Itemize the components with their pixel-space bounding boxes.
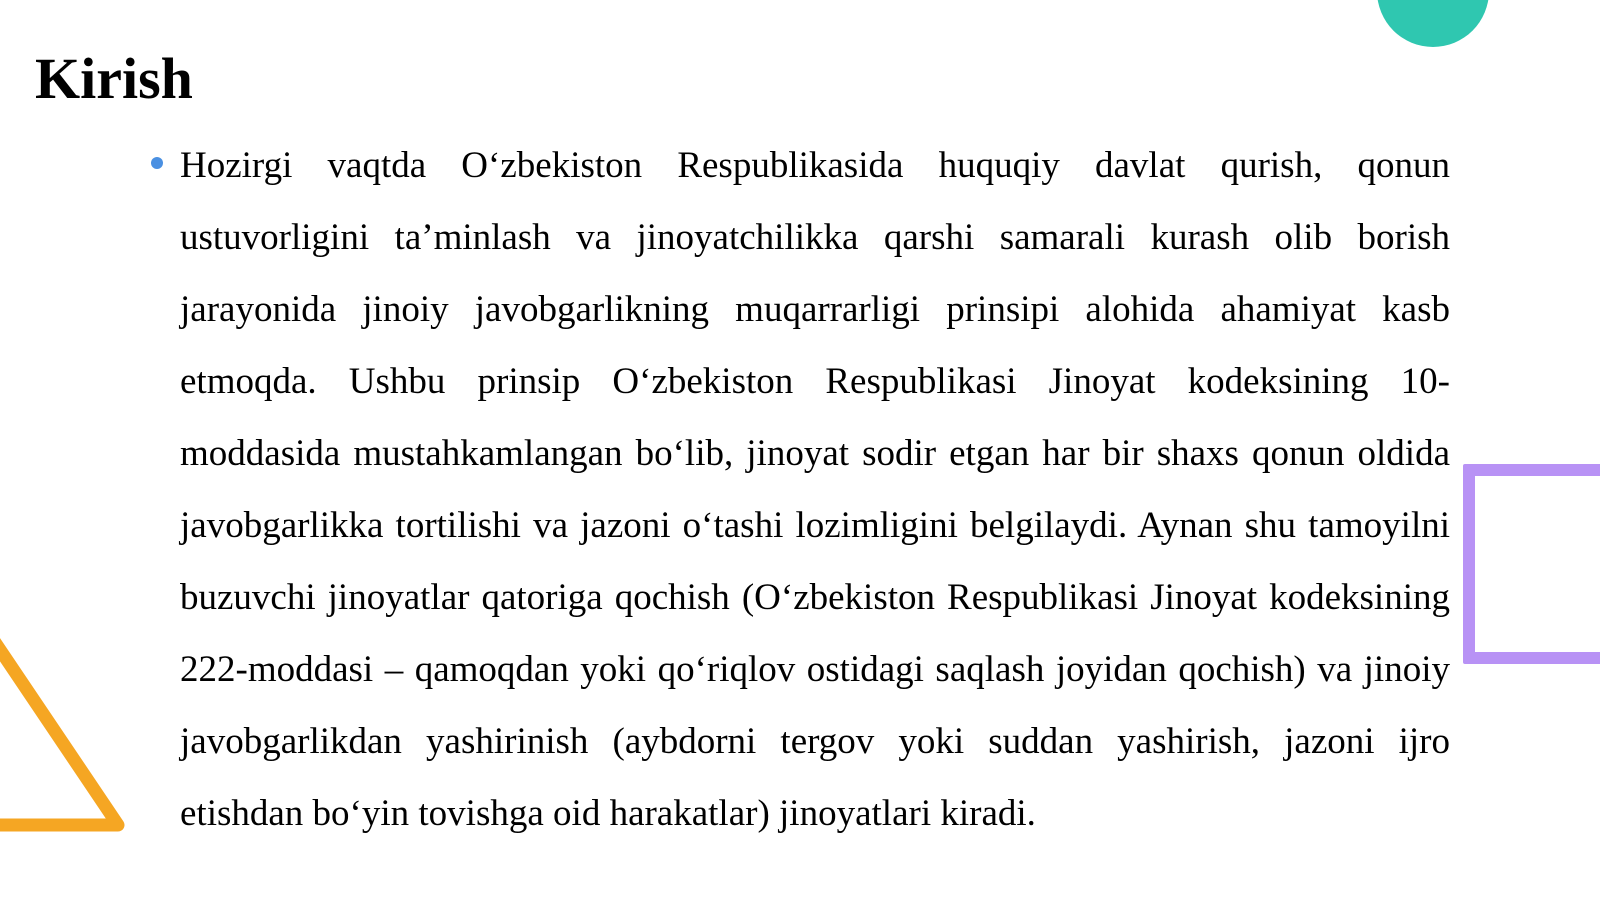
bullet-paragraph: Hozirgi vaqtda O‘zbekiston Respublikasida huquqiy davlat qurish, qonun ustuvorligini ta’minlash va jinoyatchilikka qarshi samarali kurash olib borish jarayonida jinoiy javobgarlikning muqarrarligi prinsipi alohida ahamiyat kasb etmoqda. Ushbu prinsip O‘zbekiston Respublikasi Jinoyat kodeksining 10-moddasida mustahkamlangan bo‘lib, jinoyat sodir etgan har bir shaxs qonun oldida javobgarlikka tortilishi va jazoni o‘tashi lozimligini belgilaydi. Aynan shu tamoyilni buzuvchi jinoyatlar qatoriga qochish (O‘zbekiston Respublikasi Jinoyat kodeksining 222-moddasi – qamoqdan yoki qo‘riqlov ostidagi saqlash joyidan qochish) va jinoiy javobgarlikdan yashirinish (aybdorni tergov yoki suddan yashirish, jazoni ijro etishdan bo‘yin tovishga oid harakatlar) jinoyatlari kiradi.: [180, 145, 1450, 834]
purple-square-icon: [1463, 464, 1600, 664]
bullet-icon: [151, 157, 163, 169]
triangle-shape: [0, 620, 118, 825]
orange-triangle-icon: [0, 600, 140, 860]
slide-title: Kirish: [35, 46, 193, 111]
teal-circle-icon: [1377, 0, 1489, 47]
